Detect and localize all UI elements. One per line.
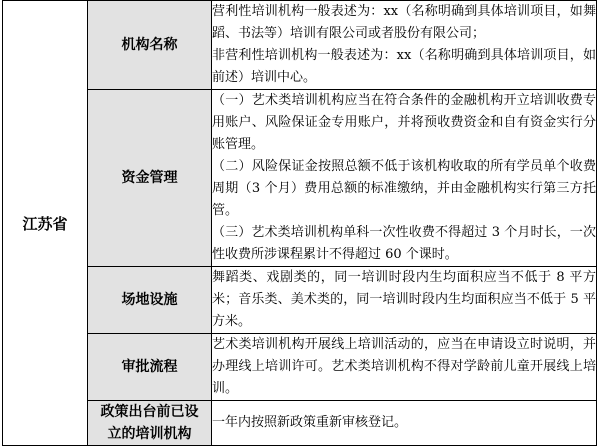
row-label-fund-management: 资金管理 [121,170,178,186]
row-label-cell [88,334,212,401]
row-content-cell [212,90,597,267]
row-content-cell [212,1,597,90]
row-label-approval-process: 审批流程 [121,359,178,375]
row-label-cell [88,267,212,334]
content-paragraph: 营利性培训机构一般表述为：xx（名称明确到具体培训项目，如舞蹈、书法等）培训有限公司或者股份有限公司； [212,4,596,41]
table-row [3,1,597,90]
content-paragraph: 舞蹈类、戏剧类的，同一培训时段内生均面积应当不低于 8 平方米；音乐类、美术类的，同一培训时段内生均面积应当不低于 5 平方米。 [212,270,596,329]
label-line: 立的培训机构 [107,426,192,442]
row-label-venue-facilities: 场地设施 [121,292,178,308]
row-content-cell [212,334,597,401]
row-label-cell [88,1,212,90]
content-paragraph: （二）风险保证金按照总额不低于该机构收取的所有学员单个收费周期（3 个月）费用总额的标准缴纳，并由金融机构实行第三方托管。 [212,159,596,218]
content-paragraph: 艺术类培训机构开展线上培训活动的，应当在申请设立时说明，并办理线上培训许可。艺术类培训机构不得对学龄前儿童开展线上培训。 [212,337,596,396]
row-content-cell [212,267,597,334]
content-paragraph: 一年内按照新政策重新审核登记。 [212,415,408,430]
row-label-existing-institutions [101,404,199,442]
province-cell [3,1,88,446]
label-line: 政策出台前已设 [100,404,199,420]
table-row [3,267,597,334]
table-row [3,334,597,401]
row-label-cell [88,401,212,446]
table-row [3,401,597,446]
row-label-institution-name: 机构名称 [121,37,178,53]
province-name: 江苏省 [22,214,68,233]
table-row [3,90,597,267]
policy-table [2,0,597,446]
row-content-cell [212,401,597,446]
row-label-cell [88,90,212,267]
content-paragraph: （三）艺术类培训机构单科一次性收费不得超过 3 个月时长，一次性收费所涉课程累计不得超过 60 个课时。 [212,225,596,262]
content-paragraph: 非营利性培训机构一般表述为：xx（名称明确到具体培训项目，如前述）培训中心。 [212,48,596,85]
content-paragraph: （一）艺术类培训机构应当在符合条件的金融机构开立培训收费专用账户、风险保证金专用账户，并将预收费资金和自有资金实行分账管理。 [212,93,596,152]
